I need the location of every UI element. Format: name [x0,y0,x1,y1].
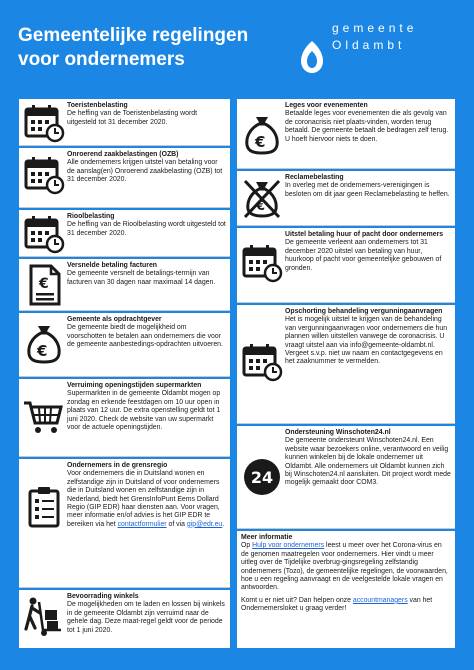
card-leges-evenementen [237,99,455,169]
card-title: Leges voor evenementen [285,102,368,109]
card-title: Verruiming openingstijden supermarkten [67,382,202,389]
card-opschorting-vergunningaanvragen [237,305,455,424]
accountmanagers-link[interactable]: accountmanagers [352,596,408,604]
card-title: Toeristenbelasting [67,102,128,109]
money-bag-euro-icon [23,322,65,364]
card-body: De gemeente biedt de mogelijkheid om voorschotten te betalen aan ondernemers die voor de gemeente aanbestedings-opdrachten uitvoeren. [67,324,223,349]
calendar-icon [241,341,283,383]
info-title: Meer informatie [241,534,293,541]
card-body: De gemeente ondersteunt Winschoten24.nl. Een website waar bezoekers online, verantwoord en veilig kunnen winkelen bij de lokale ondernemer uit Oldambt. Alle ondernemers uit Oldambt kunnen zich bij Winschoten24.nl aansluiten. Dit project wordt mede mogelijk gemaakt door COM3. [285,437,451,487]
card-body: In overleg met de ondernemers-verenigingen is besloten om dit jaar geen Reclamebelasting te heffen. [285,182,450,198]
card-toeristenbelasting [19,99,230,146]
card-rioolbelasting [19,210,230,257]
card-bevoorrading-winkels [19,590,230,648]
card-title: Uitstel betaling huur of pacht door ondernemers [285,231,444,238]
gemeente-oldambt-logo-icon [300,40,324,74]
page-title: Gemeentelijke regelingen voor ondernemers [18,25,249,70]
card-body: Supermarkten in de gemeente Oldambt mogen op zondag en erkende feestdagen om 10 uur open in plaats van 12 uur. De extra openstelling geldt tot 1 juni 2020. Check de website van uw supermarkt voor de actuele openingstijden. [67,390,221,432]
info-paragraph: Op Hulp voor ondernemers leest u meer over het Corona-virus en de genomen maatregelen voor ondernemers. Hier vindt u meer uitleg over de Tijdelijke overbrug-gingsregeling zelfstandig ondernemers (Tozo), de gemeentelijke regelingen, de voorwaarden, hoe u een regeling aanvraagt en de veelgestelde lokale vragen en antwoorden. [241,542,448,592]
card-title: Reclamebelasting [285,174,344,181]
card-title: Bevoorrading winkels [67,593,139,600]
card-body: De heffing van de Rioolbelasting wordt uitgesteld tot 31 december 2020. [67,221,226,237]
card-title: Rioolbelasting [67,213,115,220]
gip-email-link[interactable]: gip@edr.eu [186,520,223,528]
svg-text:€: € [256,199,266,214]
hulp-voor-ondernemers-link[interactable]: Hulp voor ondernemers [252,542,325,550]
card-reclamebelasting [237,171,455,226]
hand-truck-delivery-icon [23,596,65,638]
contactformulier-link[interactable]: contactformulier [117,520,167,528]
svg-text:€: € [37,342,48,360]
card-title: Gemeente als opdrachtgever [67,316,162,323]
calendar-icon [241,242,283,284]
card-winschoten24 [237,426,455,529]
card-body: De heffing van de Toeristenbelasting wordt uitgesteld tot 31 december 2020. [67,110,197,126]
24-hours-icon [241,456,283,498]
card-title: Ondernemers in de grensregio [67,462,168,469]
card-body: Betaalde leges voor evenementen die als gevolg van de coronacrisis niet plaats-vinden, worden terug betaald. De gemeente betaalt de bedragen zelf terug. U hoeft hiervoor niets te doen. [285,110,449,143]
24-hours-icon-label: 24 [250,468,274,487]
shopping-cart-icon [23,395,65,437]
euro-document-icon [23,264,65,306]
calendar-icon [23,213,65,255]
card-title: Versnelde betaling facturen [67,262,157,269]
info-paragraph: Komt u er niet uit? Dan helpen onze accountmanagers van het Ondernemersloket u graag verder! [241,596,433,613]
crossed-money-bag-icon [241,177,283,219]
card-body: Alle ondernemers krijgen uitstel van betaling voor de aanslag(en) Onroerend zaakbelasting (OZB) tot 31 december 2020. [67,159,223,184]
card-grensregio [19,459,230,588]
card-gemeente-opdrachtgever [19,313,230,377]
card-body: De mogelijkheden om te laden en lossen bij winkels in de gemeente Oldambt zijn verruimd naar de gehele dag. Deze maat-regel geldt voor de periode tot 1 juni 2020. [67,601,225,634]
svg-text:€: € [39,276,49,292]
calendar-icon [23,154,65,196]
svg-text:€: € [255,133,266,151]
card-title: Ondersteuning Winschoten24.nl [285,429,391,436]
meer-informatie-box [237,531,455,648]
card-body: Voor ondernemers die in Duitsland wonen en zelfstandige zijn in Duitsland of voor ondernemers die in Duitsland wonen en zelfstandige zijn in Nederland, biedt het GrensInfoPunt Eems Dollard Regio (GIP EDR) haar diensten aan. Voor vragen, meer informatie en/of advies is het GIP EDR te bereiken via het contactformulier of via gip@edr.eu. [67,470,225,528]
card-body: De gemeente verleent aan ondernemers tot 31 december 2020 uitstel van betaling van huur, huurkoop of pacht voor gemeentelijke gebouwen of gronden. [285,239,442,272]
money-bag-euro-icon [241,113,283,155]
card-uitstel-huur-pacht [237,228,455,303]
card-title: Opschorting behandeling vergunningaanvragen [285,308,443,315]
logo-text: gemeente Oldambt [332,21,418,52]
card-openingstijden-supermarkten [19,379,230,457]
calendar-icon [23,102,65,144]
card-body: Het is mogelijk uitstel te krijgen van de behandeling van vergunningaanvragen voor ondernemers die hun plannen willen uitstellen vanwege de coronacrisis. U vraagt uitstel aan via info@gemeente-oldambt.nl. Vergeet s.v.p. niet uw naam en contactgegevens en het zaaknummer te vermelden. [285,316,448,366]
card-body: De gemeente versnelt de betalings-termijn van facturen van 30 dagen naar maximaal 14 dagen. [67,270,216,286]
card-title: Onroerend zaakbelastingen (OZB) [67,151,179,158]
card-ozb [19,148,230,208]
header [0,0,474,90]
card-versnelde-betaling [19,259,230,311]
clipboard-form-icon [23,486,65,528]
